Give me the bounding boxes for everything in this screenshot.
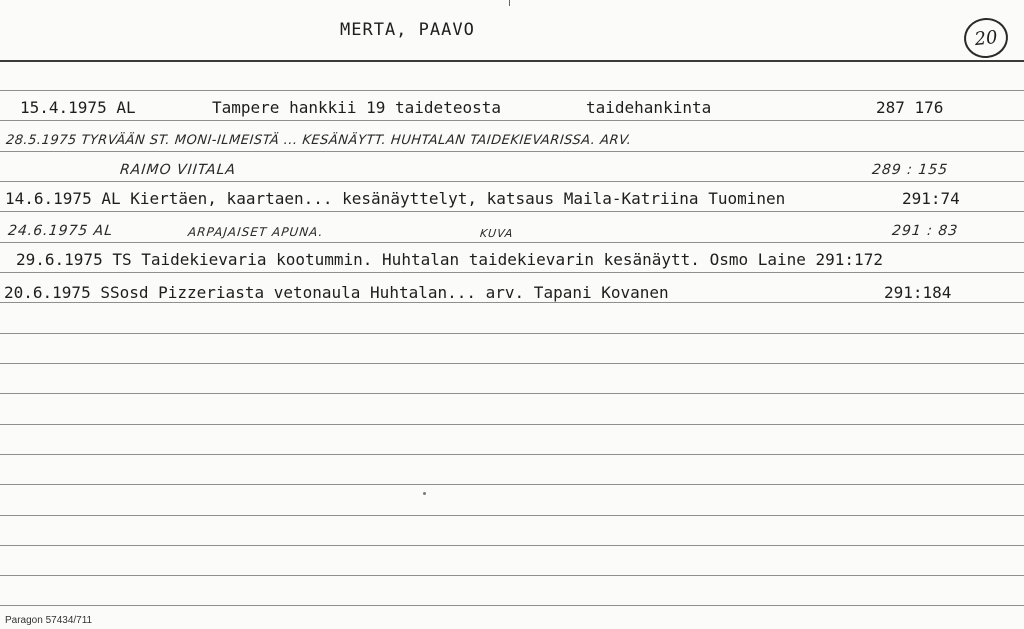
ruled-line [0,515,1024,516]
ruled-line [0,272,1024,273]
handwritten-entry-text: ARPAJAISET APUNA. [187,225,325,239]
handwritten-entry: 28.5.1975 TYRVÄÄN ST. MONI-ILMEISTÄ ... KESÄNÄYTT. HUHTALAN TAIDEKIEVARISSA. ARV. [5,133,633,148]
header-rule [0,60,1024,62]
entry-text: 14.6.1975 AL Kiertäen, kaartaen... kesänäyttelyt, katsaus Maila-Katriina Tuominen [5,189,786,208]
entry-reference: 291:184 [884,283,952,302]
entry-reference: 291:74 [902,189,960,208]
ruled-line [0,393,1024,394]
printer-imprint: Paragon 57434/711 [5,615,93,626]
handwritten-entry-reference: 291 : 83 [891,223,959,239]
entry-text: 29.6.1975 TS Taidekievaria kootummin. Huhtalan taidekievarin kesänäytt. Osmo Laine 291:172 [16,250,883,269]
handwritten-entry-name: RAIMO VIITALA [119,162,237,178]
ruled-line [0,211,1024,212]
ink-speck [423,492,426,495]
ruled-line [0,120,1024,121]
card-title: MERTA, PAAVO [340,20,475,40]
entry-reference: 287 176 [876,98,944,117]
ruled-line [0,302,1024,303]
ruled-line [0,575,1024,576]
ruled-line [0,454,1024,455]
handwritten-entry-note: KUVA [479,227,515,240]
ruled-line [0,333,1024,334]
handwritten-entry-reference: 289 : 155 [871,162,949,178]
ruled-line [0,90,1024,91]
ruled-line [0,605,1024,606]
ruled-line [0,363,1024,364]
ruled-line [0,484,1024,485]
ruled-line [0,545,1024,546]
entry-note: taidehankinta [586,98,712,117]
ruled-line [0,242,1024,243]
handwritten-entry-date: 24.6.1975 AL [7,223,114,239]
ruled-line [0,151,1024,152]
ruled-line [0,424,1024,425]
card-number-badge: 20 [962,16,1010,60]
ruled-line [0,181,1024,182]
entry-title: Tampere hankkii 19 taideteosta [212,98,501,117]
top-tick-mark [509,0,510,6]
entry-date: 15.4.1975 AL [20,98,136,117]
entry-text: 20.6.1975 SSosd Pizzeriasta vetonaula Huhtalan... arv. Tapani Kovanen [4,283,669,302]
